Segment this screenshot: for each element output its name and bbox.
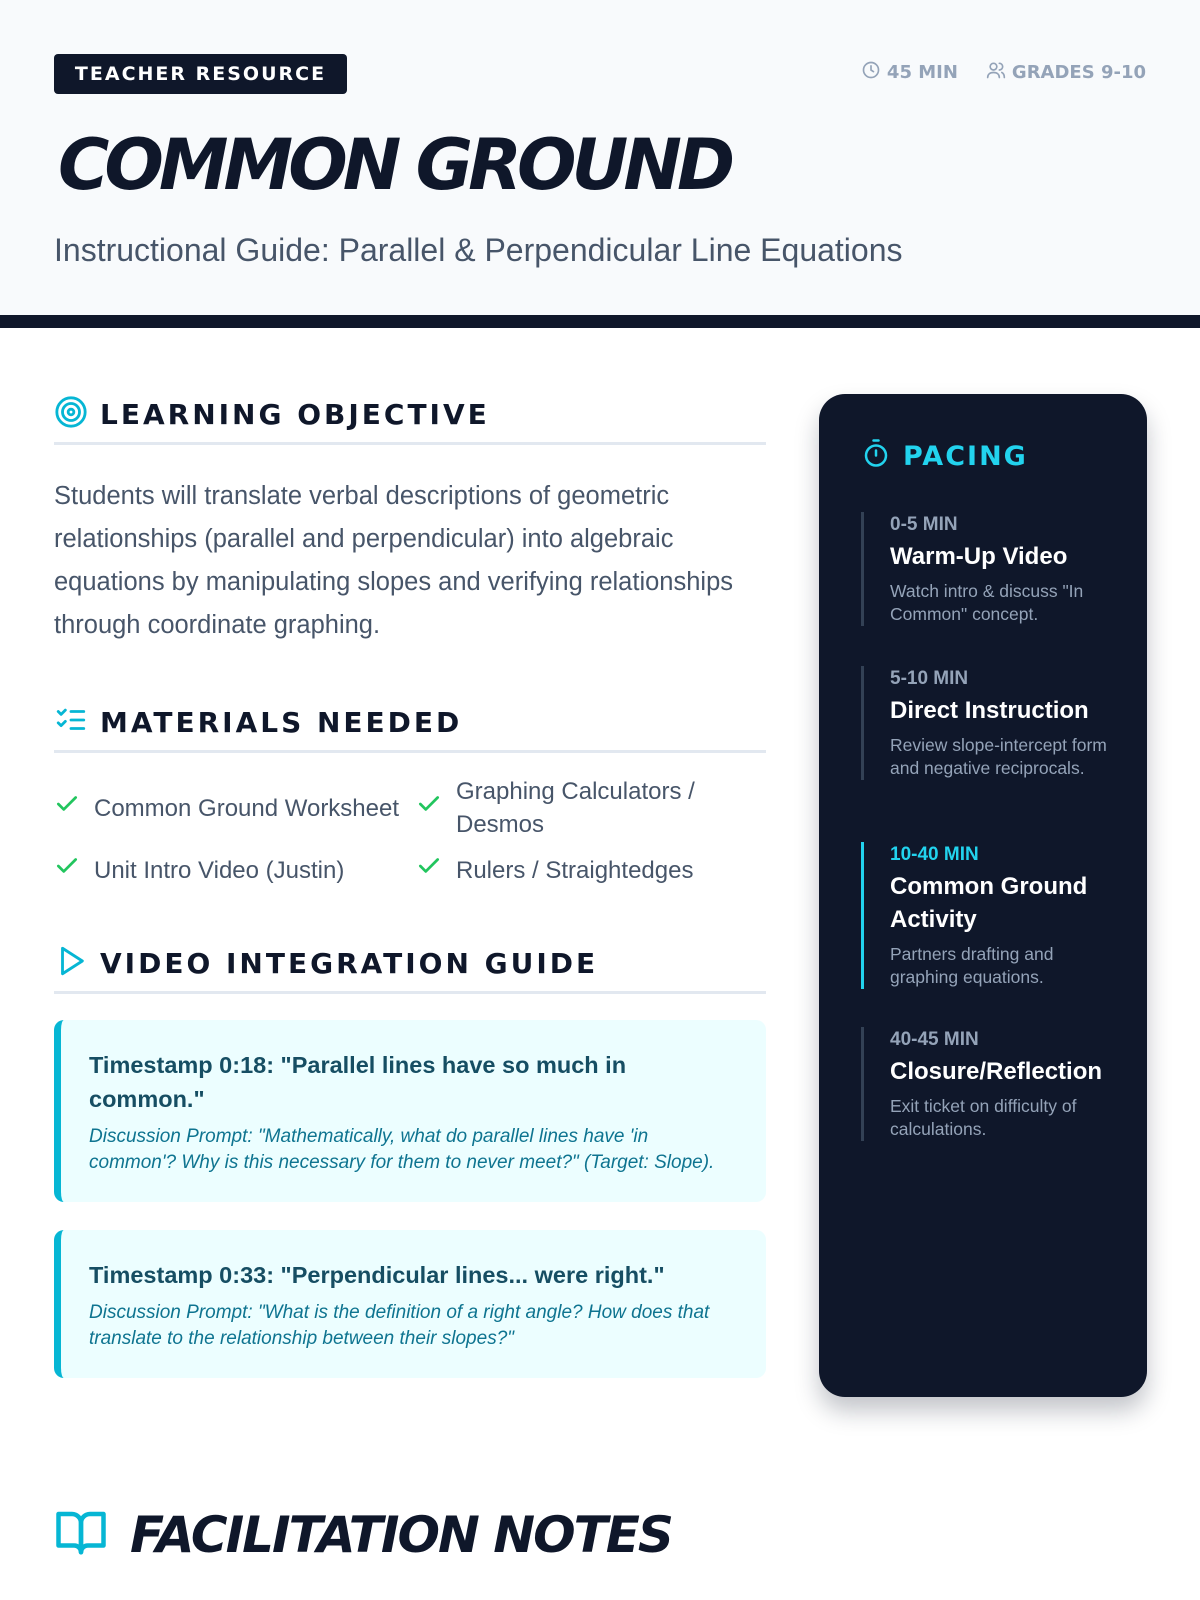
callout-timestamp: Timestamp 0:33: "Perpendicular lines... were right." — [89, 1262, 665, 1288]
pacing-step — [861, 512, 1116, 626]
materials-list — [54, 775, 766, 888]
callout-timestamp: Timestamp 0:18: "Parallel lines have so much in common." — [89, 1052, 627, 1112]
material-label: Rulers / Straightedges — [456, 857, 694, 884]
book-icon — [54, 1505, 108, 1564]
pacing-step-desc: Review slope-intercept form and negative reciprocals. — [890, 735, 1107, 778]
learning-objective-title: LEARNING OBJECTIVE — [100, 398, 490, 431]
page-title: COMMON GROUND — [58, 124, 731, 206]
play-icon — [54, 944, 88, 983]
video-callout — [54, 1230, 766, 1378]
facilitation-notes-heading — [54, 1505, 672, 1564]
check-icon — [416, 791, 442, 826]
learning-objective-text: Students will translate verbal descriptions of geometric relationships (parallel and perpendicular) into algebraic equations by manipulating slopes and verifying relationships through coordinate graphing. — [54, 482, 733, 639]
pacing-heading — [861, 438, 1028, 475]
checklist-icon — [54, 703, 88, 742]
pacing-step-name: Common Ground Activity — [890, 873, 1088, 933]
material-item — [54, 775, 416, 841]
duration-meta — [861, 60, 958, 85]
video-guide-title: VIDEO INTEGRATION GUIDE — [100, 947, 599, 980]
material-label: Common Ground Worksheet — [94, 794, 400, 822]
material-label: Graphing Calculators / Desmos — [456, 778, 695, 838]
pacing-step-name: Warm-Up Video — [890, 543, 1068, 570]
learning-objective-heading — [54, 395, 766, 445]
pacing-step-desc: Watch intro & discuss "In Common" concept. — [890, 581, 1084, 624]
duration-text: 45 MIN — [886, 62, 958, 83]
users-icon — [986, 60, 1006, 85]
teacher-resource-badge: TEACHER RESOURCE — [54, 54, 347, 94]
pacing-time: 0-5 MIN — [890, 514, 958, 535]
grades-meta — [986, 60, 1146, 85]
pacing-step-desc: Exit ticket on difficulty of calculations. — [890, 1096, 1077, 1139]
page-header — [0, 0, 1200, 328]
pacing-step — [861, 1027, 1116, 1141]
pacing-sidebar — [819, 394, 1147, 1397]
facilitation-notes-title: FACILITATION NOTES — [130, 1505, 672, 1564]
video-callout — [54, 1020, 766, 1202]
pacing-title: PACING — [903, 441, 1028, 472]
material-item — [54, 853, 416, 888]
materials-heading — [54, 703, 766, 753]
callout-prompt: Discussion Prompt: "What is the definition of a right angle? How does that translate to the relationship between their slopes?" — [89, 1302, 710, 1349]
lesson-meta — [861, 60, 1146, 85]
pacing-step-name: Direct Instruction — [890, 697, 1089, 724]
pacing-time: 5-10 MIN — [890, 668, 969, 689]
check-icon — [54, 791, 80, 826]
material-label: Unit Intro Video (Justin) — [94, 857, 345, 884]
grades-text: GRADES 9-10 — [1011, 62, 1146, 83]
main-column — [54, 395, 766, 1378]
pacing-step-desc: Partners drafting and graphing equations. — [890, 944, 1054, 987]
video-guide-heading — [54, 944, 766, 994]
page-subtitle: Instructional Guide: Parallel & Perpendicular Line Equations — [54, 232, 903, 268]
check-icon — [54, 853, 80, 888]
pacing-step-active — [861, 842, 1116, 989]
pacing-time: 40-45 MIN — [890, 1029, 979, 1050]
materials-title: MATERIALS NEEDED — [100, 706, 463, 739]
callout-prompt: Discussion Prompt: "Mathematically, what do parallel lines have 'in common'? Why is this necessary for them to never meet?" (Target: Slope). — [89, 1126, 715, 1173]
stopwatch-icon — [861, 438, 891, 475]
pacing-step-name: Closure/Reflection — [890, 1058, 1103, 1085]
material-item — [416, 853, 756, 888]
check-icon — [416, 853, 442, 888]
pacing-step — [861, 666, 1116, 780]
clock-icon — [861, 60, 881, 85]
material-item — [416, 775, 756, 841]
pacing-time: 10-40 MIN — [890, 844, 979, 865]
target-icon — [54, 395, 88, 434]
